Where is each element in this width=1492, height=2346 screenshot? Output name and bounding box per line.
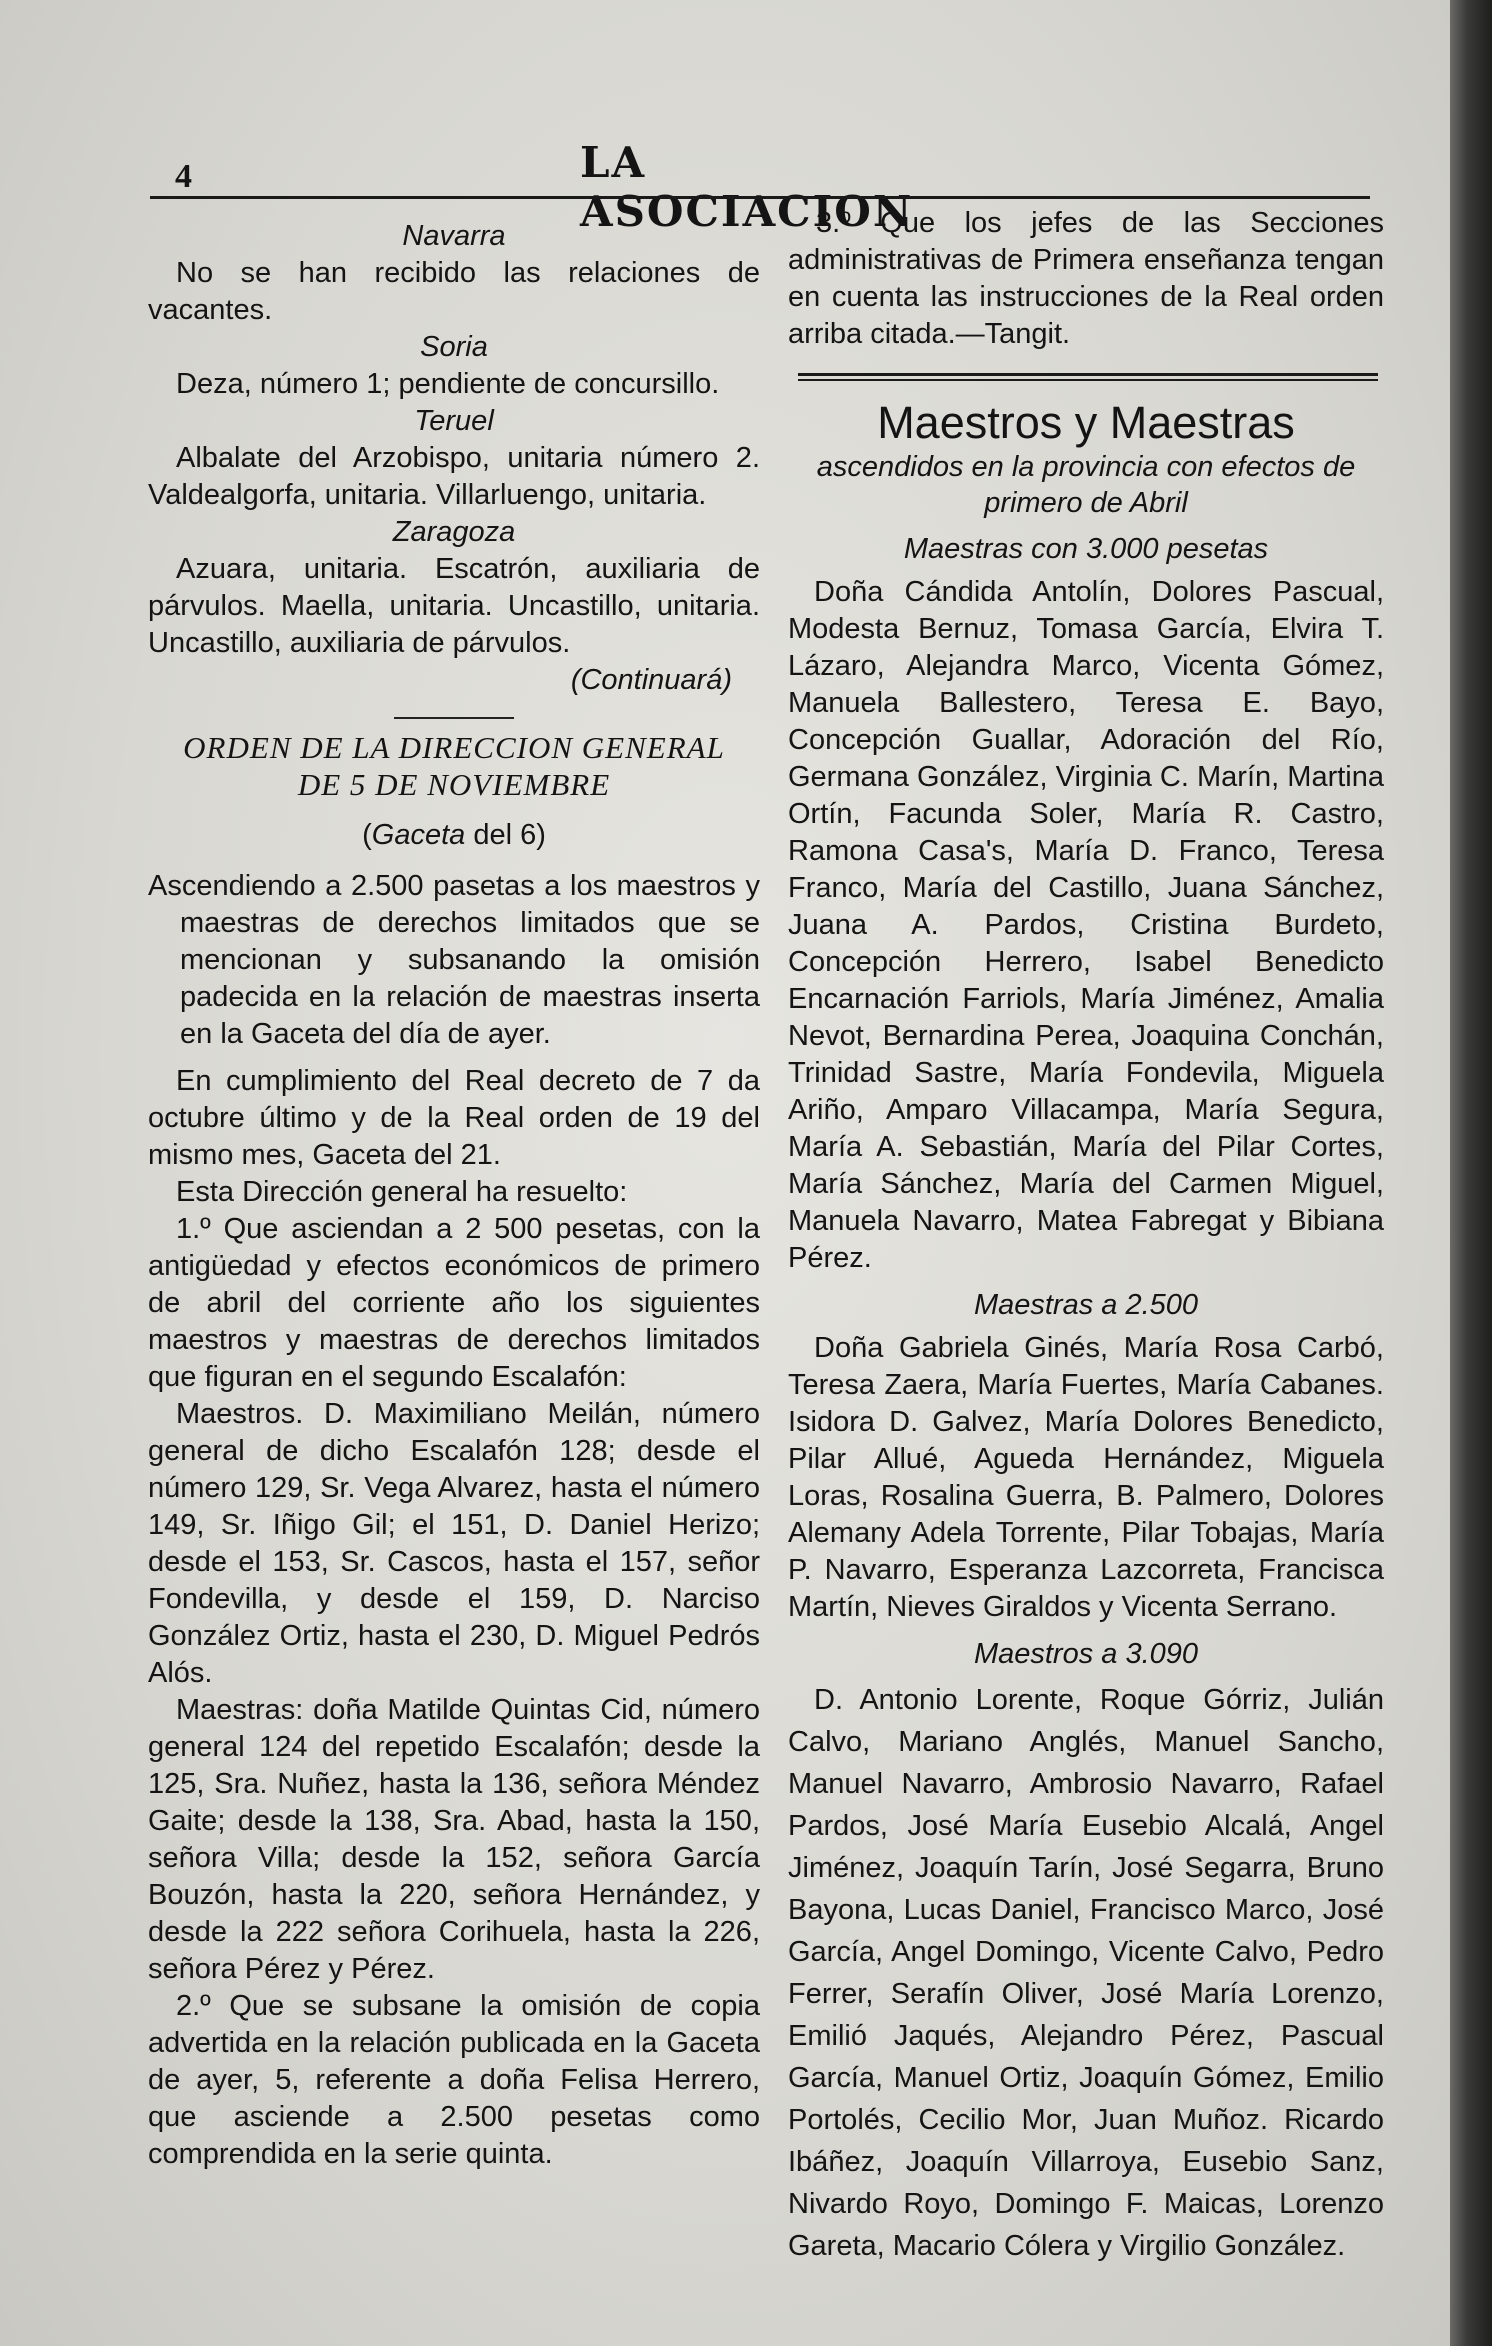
paragraph-maestros: Maestros. D. Maximiliano Meilán, número general de dicho Escalafón 128; desde el número 129, Sr. Vega Alvarez, hasta el número 149, Sr. Iñigo Gil; el 151, D. Daniel Herizo; desde el 153, Sr. Cascos, hasta el 157, señor Fondevilla, y desde el 159, D. Narciso González Ortiz, hasta el 230, D. Miguel Pedrós Alós.: [148, 1398, 760, 1689]
heading-soria: Soria: [420, 331, 488, 363]
page-number: 4: [175, 158, 192, 195]
heading-maestras-2500: Maestras a 2.500: [973, 1289, 1199, 1321]
order-title-line-2: DE 5 DE NOVIEMBRE: [297, 767, 611, 802]
list-maestras-3000: Doña Cándida Antolín, Dolores Pascual, Modesta Bernuz, Tomasa García, Elvira T. Lázaro, Alejandra Marco, Vicenta Gómez, Manuela Ballestero, Teresa E. Bayo, Concepción Guallar, Adoración del Río, Germana González, Virginia C. Marín, Martina Ortín, Facunda Soler, María R. Castro, Ramona Casa's, María D. Franco, Teresa Franco, María del Castillo, Juana Sánchez, Juana A. Pardos, Cristina Burdeto, Concepción Herrero, Isabel Benedicto Encarnación Farriols, María Jiménez, Amalia Nevot, Bernardina Perea, Joaquina Conchán, Trinidad Sastre, María Fondevila, Miguela Ariño, Amparo Villacampa, María Segura, María A. Sebastián, María del Pilar Cortes, María Sánchez, María del Carmen Miguel, Manuela Navarro, Matea Fabregat y Bibiana Pérez.: [788, 576, 1384, 1274]
soria-text: Deza, número 1; pendiente de concursillo.: [176, 368, 720, 400]
navarra-text: No se han recibido las relaciones de vacantes.: [148, 257, 760, 326]
gazette-rest: del 6): [465, 819, 546, 851]
page-edge-shadow: [1450, 0, 1492, 2346]
header-rule: [150, 196, 1370, 199]
list-maestros-3090: D. Antonio Lorente, Roque Górriz, Julián Calvo, Mariano Anglés, Manuel Sancho, Manuel Navarro, Ambrosio Navarro, Rafael Pardos, José María Eusebio Alcalá, Angel Jiménez, Joaquín Tarín, José Segarra, Bruno Bayona, Lucas Daniel, Francisco Marco, José García, Angel Domingo, Vicente Calvo, Pedro Ferrer, Serafín Oliver, José María Lorenzo, Emilió Jaqués, Alejandro Pérez, Pascual García, Manuel Ortiz, Joaquín Gómez, Emilio Portolés, Cecilio Mor, Juan Muñoz. Ricardo Ibáñez, Joaquín Villarroya, Eusebio Sanz, Nivardo Royo, Domingo F. Maicas, Lorenzo Gareta, Macario Cólera y Virgilio González.: [788, 1684, 1384, 2262]
section-title: Maestros y Maestras: [877, 397, 1295, 448]
order-summary: Ascendiendo a 2.500 pasetas a los maestros y maestras de derechos limitados que se mencionan y subsanando la omisión padecida en la relación de maestras inserta en la Gaceta del día de ayer.: [148, 870, 760, 1050]
double-rule-divider: [798, 373, 1378, 381]
paragraph-resuelto: Esta Dirección general ha resuelto:: [176, 1176, 628, 1208]
paragraph-article-2: 2.º Que se subsane la omisión de copia advertida en la relación publicada en la Gaceta de ayer, 5, referente a doña Felisa Herrero, que asciende a 2.500 pesetas como comprendida en la serie quinta.: [148, 1990, 760, 2170]
paragraph-article-3: 3.º Que los jefes de las Secciones administrativas de Primera enseñanza tengan en cuenta las instrucciones de la Real orden arriba citada.—Tangit.: [788, 207, 1384, 350]
gazette-reference: [148, 817, 760, 854]
section-subtitle-line-1: ascendidos en la provincia con efectos de: [816, 451, 1356, 483]
order-title-line-1: ORDEN DE LA DIRECCION GENERAL: [183, 730, 725, 765]
heading-teruel: Teruel: [414, 405, 494, 437]
heading-maestras-3000: Maestras con 3.000 pesetas: [903, 533, 1269, 565]
masthead-title: LA ASOCIACION: [580, 138, 914, 236]
section-divider: [394, 717, 514, 719]
left-column: [148, 218, 760, 2173]
continued-note: (Continuará): [570, 664, 732, 696]
list-maestras-2500: Doña Gabriela Ginés, María Rosa Carbó, Teresa Zaera, María Fuertes, María Cabanes. Isidora D. Galvez, María Dolores Benedicto, Pilar Allué, Agueda Hernández, Miguela Loras, Rosalina Guerra, B. Palmero, Dolores Alemany Adela Torrente, Pilar Tobajas, María P. Navarro, Esperanza Lazcorreta, Francisca Martín, Nieves Giraldos y Vicenta Serrano.: [788, 1332, 1384, 1623]
section-subtitle-line-2: primero de Abril: [984, 487, 1188, 519]
heading-maestros-3090: Maestros a 3.090: [973, 1638, 1199, 1670]
paragraph-cumplimiento: En cumplimiento del Real decreto de 7 da octubre último y de la Real orden de 19 del mismo mes, Gaceta del 21.: [148, 1065, 760, 1171]
teruel-text: Albalate del Arzobispo, unitaria número 2. Valdealgorfa, unitaria. Villarluengo, unitaria.: [148, 442, 760, 511]
right-column: [788, 205, 1384, 2267]
zaragoza-text: Azuara, unitaria. Escatrón, auxiliaria de párvulos. Maella, unitaria. Uncastillo, unitaria. Uncastillo, auxiliaria de párvulos.: [148, 553, 760, 659]
gazette-word: Gaceta: [371, 819, 466, 851]
heading-navarra: Navarra: [402, 220, 506, 252]
heading-zaragoza: Zaragoza: [392, 516, 516, 548]
gazette-open: (: [362, 819, 372, 851]
paragraph-article-1: 1.º Que asciendan a 2 500 pesetas, con la antigüedad y efectos económicos de primero de abril del corriente año los siguientes maestros y maestras de derechos limitados que figuran en el segundo Escalafón:: [148, 1213, 760, 1393]
paragraph-maestras: Maestras: doña Matilde Quintas Cid, número general 124 del repetido Escalafón; desde la 125, Sra. Nuñez, hasta la 136, señora Méndez Gaite; desde la 138, Sra. Abad, hasta la 150, señora Villa; desde la 152, señora García Bouzón, hasta la 220, señora Hernández, y desde la 222 señora Corihuela, hasta la 226, señora Pérez y Pérez.: [148, 1694, 760, 1985]
